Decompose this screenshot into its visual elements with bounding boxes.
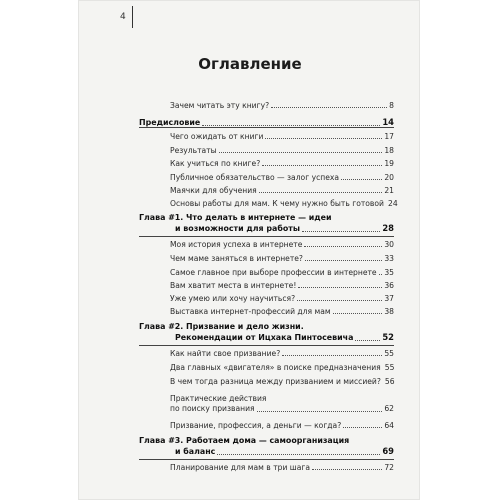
toc-entry-label: Вам хватит места в интернете! — [170, 281, 297, 290]
dot-leader — [302, 231, 380, 232]
toc-entry-page: 17 — [384, 132, 394, 141]
dot-leader — [202, 125, 380, 126]
chapter-title-line-1: Глава #3. Работаем дома — самоорганизация — [139, 436, 350, 445]
toc-entry-label: Как найти свое призвание? — [170, 349, 281, 358]
toc-entry-multiline — [170, 394, 394, 414]
toc-entry-intro — [170, 101, 394, 110]
toc-entry-page: 72 — [384, 463, 394, 472]
dot-leader — [341, 179, 382, 180]
chapter-page: 52 — [382, 332, 394, 343]
toc-entry-label: Призвание, профессия, а деньги — когда? — [170, 421, 342, 430]
toc-entry-page: 56 — [384, 377, 395, 386]
page-number: 4 — [120, 12, 126, 22]
chapter-title-line-2-row — [139, 223, 394, 234]
toc-entry-label: Как учиться по книге? — [170, 159, 261, 168]
toc-entry-label: Самое главное при выборе профессии в интернете — [170, 268, 377, 277]
toc-entry — [170, 281, 394, 290]
toc-entry — [170, 307, 394, 316]
section-page: 14 — [382, 117, 394, 127]
toc-entry — [170, 240, 394, 249]
toc-entry-page: 36 — [384, 281, 394, 290]
dot-leader — [265, 138, 382, 139]
toc-entry-page: 64 — [384, 421, 394, 430]
chapter-page: 28 — [382, 223, 394, 234]
toc-entry — [170, 132, 394, 141]
toc-entry-page: 35 — [384, 268, 394, 277]
toc-entry-label-line-2: по поиску призвания — [170, 403, 255, 413]
chapter-title-line-2-row — [139, 446, 394, 457]
toc-chapter-3 — [139, 436, 394, 457]
toc-chapter-2 — [139, 322, 394, 343]
dot-leader — [271, 107, 387, 108]
toc-entry — [170, 199, 398, 208]
chapter-title-line-1: Глава #1. Что делать в интернете — идеи — [139, 213, 332, 222]
toc-entry-label: Два главных «двигателя» в поиске предназначения — [170, 363, 381, 372]
toc-entry-label: Маячки для обучения — [170, 186, 257, 195]
chapter-title-line-2-row — [139, 332, 394, 343]
toc-entry-label: Планирование для мам в три шага — [170, 463, 311, 472]
dot-leader — [262, 165, 382, 166]
chapter-title-line-2: и возможности для работы — [175, 223, 300, 233]
section-divider — [139, 459, 394, 460]
toc-entry-page: 33 — [384, 254, 394, 263]
toc-entry-label: Публичное обязательство — залог успеха — [170, 173, 340, 182]
section-divider — [139, 345, 394, 346]
toc-entry-page: 30 — [384, 240, 394, 249]
toc-entry — [170, 377, 394, 386]
toc-entry-label: Чем маме заняться в интернете? — [170, 254, 303, 263]
toc-entry — [170, 363, 394, 372]
toc-entry — [170, 268, 394, 277]
dot-leader — [355, 340, 380, 341]
toc-entry — [170, 294, 394, 303]
section-title: Предисловие — [139, 117, 201, 127]
dot-leader — [312, 469, 382, 470]
dot-leader — [305, 260, 382, 261]
toc-entry — [170, 173, 394, 182]
toc-entry-page: 21 — [384, 186, 394, 195]
chapter-title-line-2: Рекомендации от Ицхака Пинтосевича — [175, 332, 354, 342]
toc-entry-label: В чем тогда разница между призванием и миссией? — [170, 377, 381, 386]
toc-entry-page: 20 — [384, 173, 394, 182]
toc-entry — [170, 463, 394, 472]
dot-leader — [343, 427, 382, 428]
toc-entry-page: 24 — [388, 199, 398, 208]
dot-leader — [297, 300, 382, 301]
dot-leader — [379, 274, 383, 275]
toc-entry-page: 18 — [384, 146, 394, 155]
toc-entry — [170, 421, 394, 430]
dot-leader — [282, 355, 382, 356]
chapter-title-line-1: Глава #2. Призвание и дело жизни. — [139, 322, 304, 331]
page-title: Оглавление — [198, 55, 302, 73]
toc-entry-label-line-1: Практические действия — [170, 394, 267, 403]
chapter-page: 69 — [382, 446, 394, 457]
toc-entry — [170, 254, 394, 263]
toc-entry — [170, 159, 394, 168]
toc-entry — [170, 349, 394, 358]
toc-entry-page: 8 — [389, 101, 394, 110]
toc-entry-label: Уже умею или хочу научиться? — [170, 294, 296, 303]
toc-entry-line-2-row — [170, 404, 394, 414]
toc-entry-page: 55 — [384, 363, 395, 372]
toc-chapter-1 — [139, 213, 394, 234]
toc-entry-page: 37 — [384, 294, 394, 303]
dot-leader — [217, 454, 380, 455]
toc-entry — [170, 186, 394, 195]
toc-entry-label: Чего ожидать от книги — [170, 132, 264, 141]
toc-entry-label: Зачем читать эту книгу? — [170, 101, 270, 110]
toc-entry — [170, 146, 394, 155]
toc-entry-label: Результаты — [170, 146, 217, 155]
toc-entry-label: Выставка интернет-профессий для мам — [170, 307, 331, 316]
section-divider — [139, 236, 394, 237]
dot-leader — [333, 313, 383, 314]
toc-entry-label: Основы работы для мам. К чему нужно быть готовой — [170, 199, 384, 208]
dot-leader — [257, 411, 383, 412]
section-divider — [139, 127, 394, 128]
chapter-title-line-2: и баланс — [175, 446, 216, 456]
dot-leader — [298, 287, 382, 288]
toc-entry-page: 62 — [384, 403, 394, 413]
dot-leader — [259, 192, 383, 193]
toc-section-preface — [139, 117, 394, 128]
toc-entry-page: 19 — [384, 159, 394, 168]
dot-leader — [219, 152, 383, 153]
toc-entry-label: Моя история успеха в интернете — [170, 240, 303, 249]
toc-entry-page: 55 — [384, 349, 394, 358]
dot-leader — [304, 246, 382, 247]
toc-entry-page: 38 — [384, 307, 394, 316]
